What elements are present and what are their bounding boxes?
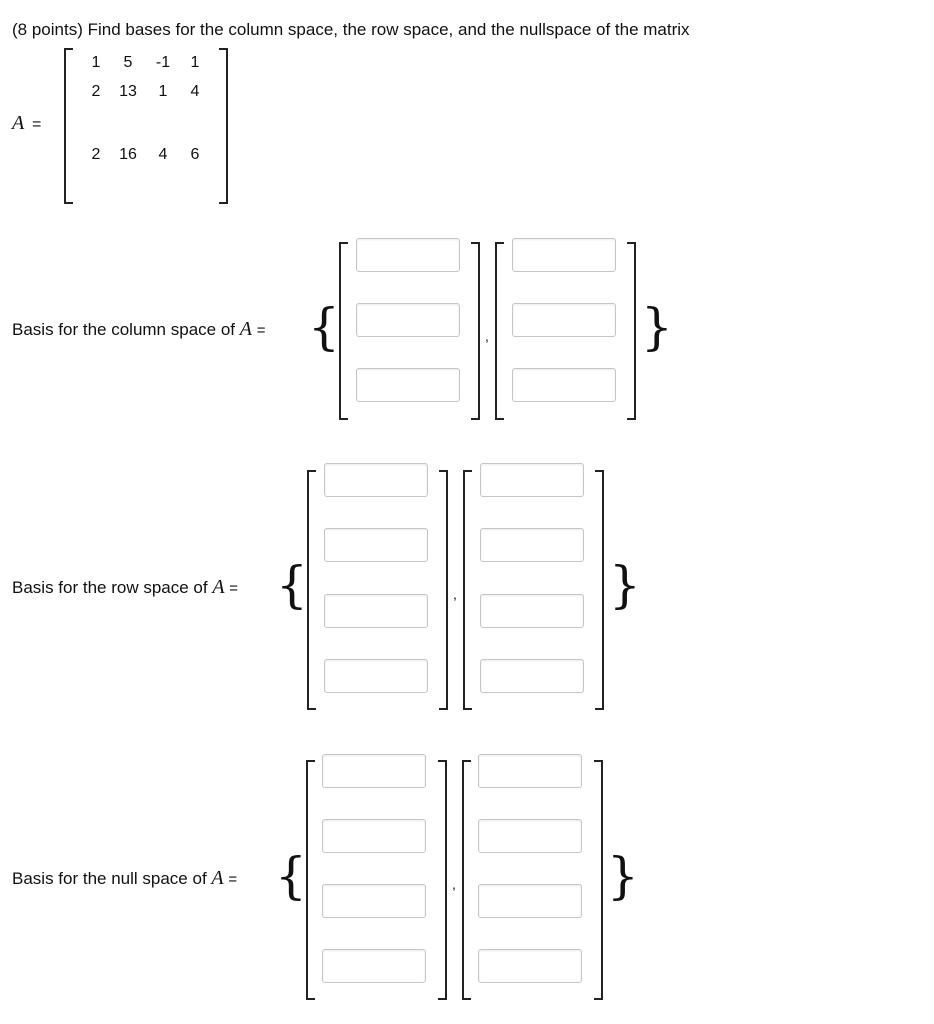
- question-title: (8 points) Find bases for the column space, the row space, and the nullspace of the matrix: [12, 20, 690, 39]
- null-basis-v1-entry-3[interactable]: [322, 884, 426, 918]
- null-space-variable: A: [211, 867, 224, 889]
- matrix-name: A: [12, 112, 25, 134]
- close-brace-icon: }: [609, 556, 641, 614]
- null-basis-v2-entry-3[interactable]: [478, 884, 582, 918]
- row-basis-v1-entry-2[interactable]: [324, 528, 428, 562]
- row-basis-v1-entry-1[interactable]: [324, 463, 428, 497]
- row-basis-v2-entry-3[interactable]: [480, 594, 584, 628]
- vector-separator: ,: [453, 586, 457, 602]
- row-space-equals: =: [229, 580, 239, 597]
- column-space-label-text: Basis for the column space of: [12, 320, 236, 339]
- null-basis-v1-entry-1[interactable]: [322, 754, 426, 788]
- vector-right-bracket: [627, 242, 636, 420]
- column-basis-v1-entry-2[interactable]: [356, 303, 460, 337]
- null-basis-v2-entry-4[interactable]: [478, 949, 582, 983]
- matrix-cell: 2: [91, 146, 101, 163]
- row-basis-v1-entry-3[interactable]: [324, 594, 428, 628]
- matrix-cell: 6: [190, 146, 200, 163]
- open-brace-icon: {: [275, 847, 307, 905]
- matrix-cell: 4: [190, 83, 200, 100]
- column-basis-v2-entry-1[interactable]: [512, 238, 616, 272]
- row-basis-v2-entry-4[interactable]: [480, 659, 584, 693]
- matrix-cell: -1: [155, 54, 171, 71]
- matrix-right-bracket: [219, 48, 228, 204]
- vector-right-bracket: [438, 760, 447, 1000]
- column-basis-v2-entry-3[interactable]: [512, 368, 616, 402]
- null-space-equals: =: [228, 871, 238, 888]
- matrix-cell: 4: [158, 146, 168, 163]
- close-brace-icon: }: [641, 298, 673, 356]
- null-basis-v1-entry-2[interactable]: [322, 819, 426, 853]
- open-brace-icon: {: [276, 556, 308, 614]
- close-brace-icon: }: [607, 847, 639, 905]
- row-basis-v2-entry-1[interactable]: [480, 463, 584, 497]
- column-space-equals: =: [256, 322, 266, 339]
- vector-left-bracket: [307, 470, 316, 710]
- column-basis-v2-entry-2[interactable]: [512, 303, 616, 337]
- row-basis-v1-entry-4[interactable]: [324, 659, 428, 693]
- matrix-cell: 5: [123, 54, 133, 71]
- vector-right-bracket: [594, 760, 603, 1000]
- row-space-label-text: Basis for the row space of: [12, 578, 208, 597]
- matrix-equals: =: [32, 116, 42, 133]
- matrix-cell: 16: [119, 146, 137, 163]
- null-basis-v1-entry-4[interactable]: [322, 949, 426, 983]
- column-space-variable: A: [239, 318, 252, 340]
- matrix-cell: 2: [91, 83, 101, 100]
- vector-separator: ,: [452, 876, 456, 892]
- null-basis-v2-entry-1[interactable]: [478, 754, 582, 788]
- null-space-label: [12, 867, 237, 890]
- vector-right-bracket: [595, 470, 604, 710]
- column-basis-v1-entry-3[interactable]: [356, 368, 460, 402]
- column-basis-v1-entry-1[interactable]: [356, 238, 460, 272]
- vector-left-bracket: [463, 470, 472, 710]
- row-space-variable: A: [212, 576, 225, 598]
- vector-left-bracket: [495, 242, 504, 420]
- vector-right-bracket: [439, 470, 448, 710]
- matrix-cell: 13: [119, 83, 137, 100]
- null-basis-v2-entry-2[interactable]: [478, 819, 582, 853]
- matrix-left-bracket: [64, 48, 73, 204]
- vector-left-bracket: [462, 760, 471, 1000]
- row-basis-v2-entry-2[interactable]: [480, 528, 584, 562]
- vector-left-bracket: [339, 242, 348, 420]
- open-brace-icon: {: [308, 298, 340, 356]
- column-space-label: [12, 318, 265, 341]
- null-space-label-text: Basis for the null space of: [12, 869, 207, 888]
- matrix-cell: 1: [158, 83, 168, 100]
- vector-right-bracket: [471, 242, 480, 420]
- row-space-label: [12, 576, 238, 599]
- vector-separator: ,: [485, 328, 489, 344]
- matrix-cell: 1: [190, 54, 200, 71]
- vector-left-bracket: [306, 760, 315, 1000]
- matrix-cell: 1: [91, 54, 101, 71]
